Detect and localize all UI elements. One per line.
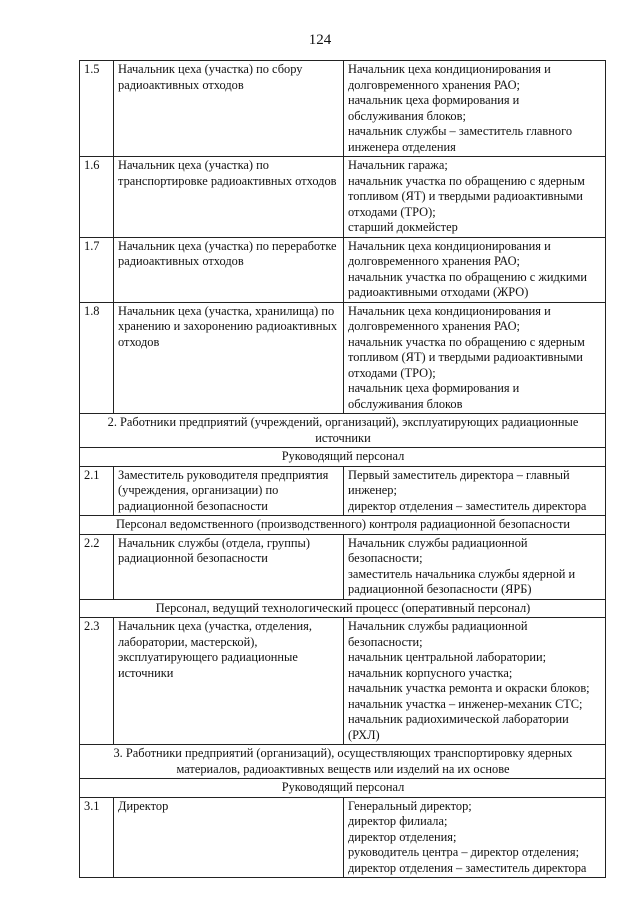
equivalent-position-line: начальник радиохимической лаборатории bbox=[348, 712, 569, 726]
row-number: 1.7 bbox=[80, 237, 114, 302]
equivalent-position-line: старший докмейстер bbox=[348, 220, 458, 234]
section-heading: 3. Работники предприятий (организаций), осуществляющих транспортировку ядерных материалов, радиоактивных веществ или изделий на их основе bbox=[80, 745, 606, 779]
section-heading: 2. Работники предприятий (учреждений, организаций), эксплуатирующих радиационные источники bbox=[80, 414, 606, 448]
table-row bbox=[80, 237, 606, 302]
positions-table bbox=[79, 60, 606, 878]
subsection-heading-row bbox=[80, 448, 606, 467]
row-number: 1.6 bbox=[80, 157, 114, 238]
equivalent-position-line: долговременного хранения РАО; bbox=[348, 319, 521, 333]
equivalent-position-line: начальник корпусного участка; bbox=[348, 665, 513, 680]
equivalent-position-line: Начальник цеха кондиционирования и bbox=[348, 62, 551, 76]
equivalent-positions bbox=[344, 618, 606, 745]
position-name: Директор bbox=[114, 797, 344, 878]
equivalent-position-line: долговременного хранения РАО; bbox=[348, 254, 521, 268]
equivalent-position-line: радиационной безопасности (ЯРБ) bbox=[348, 582, 532, 596]
equivalent-position-line: директор отделения; bbox=[348, 829, 457, 844]
table-row bbox=[80, 302, 606, 414]
position-name: Начальник службы (отдела, группы) радиационной безопасности bbox=[114, 534, 344, 599]
equivalent-position-line: Генеральный директор; bbox=[348, 798, 472, 813]
equivalent-position-line: начальник участка – инженер-механик СТС; bbox=[348, 696, 583, 711]
equivalent-position-line: начальник участка ремонта и окраски блоков; bbox=[348, 681, 590, 695]
equivalent-position-line: инженера отделения bbox=[348, 139, 456, 154]
position-name: Начальник цеха (участка, хранилища) по хранению и захоронению радиоактивных отходов bbox=[114, 302, 344, 414]
equivalent-position-line: директор отделения – заместитель директора bbox=[348, 498, 587, 513]
table-row bbox=[80, 797, 606, 878]
table-row bbox=[80, 61, 606, 157]
positions-table-body bbox=[80, 61, 606, 878]
equivalent-position-line: начальник участка по обращению с ядерным bbox=[348, 334, 585, 349]
equivalent-position-line: Начальник цеха кондиционирования и bbox=[348, 238, 551, 253]
section-heading-row bbox=[80, 745, 606, 779]
row-number: 2.3 bbox=[80, 618, 114, 745]
table-row bbox=[80, 618, 606, 745]
equivalent-position-line: безопасности; bbox=[348, 634, 423, 649]
equivalent-position-line: отходами (ТРО); bbox=[348, 204, 436, 219]
row-number: 3.1 bbox=[80, 797, 114, 878]
row-number: 2.1 bbox=[80, 466, 114, 516]
subsection-heading: Руководящий персонал bbox=[80, 779, 606, 798]
equivalent-positions bbox=[344, 237, 606, 302]
position-name: Заместитель руководителя предприятия (учреждения, организации) по радиационной безопасности bbox=[114, 466, 344, 516]
equivalent-position-line: директор отделения – заместитель директора bbox=[348, 860, 587, 875]
equivalent-positions bbox=[344, 61, 606, 157]
page-number: 124 bbox=[308, 32, 332, 48]
equivalent-positions bbox=[344, 797, 606, 878]
equivalent-position-line: начальник цеха формирования и bbox=[348, 381, 520, 395]
equivalent-position-line: Начальник службы радиационной bbox=[348, 619, 528, 633]
equivalent-position-line: (РХЛ) bbox=[348, 727, 380, 742]
table-row bbox=[80, 157, 606, 238]
equivalent-position-line: начальник службы – заместитель главного bbox=[348, 124, 573, 138]
row-number: 1.5 bbox=[80, 61, 114, 157]
section-heading-row bbox=[80, 414, 606, 448]
equivalent-position-line: Начальник службы радиационной bbox=[348, 535, 528, 550]
equivalent-positions bbox=[344, 157, 606, 238]
equivalent-positions bbox=[344, 302, 606, 414]
equivalent-positions bbox=[344, 534, 606, 599]
equivalent-positions bbox=[344, 466, 606, 516]
row-number: 2.2 bbox=[80, 534, 114, 599]
equivalent-position-line: директор филиала; bbox=[348, 814, 448, 828]
subsection-heading-row bbox=[80, 599, 606, 618]
equivalent-position-line: обслуживания блоков; bbox=[348, 108, 466, 123]
equivalent-position-line: начальник центральной лаборатории; bbox=[348, 650, 547, 664]
equivalent-position-line: топливом (ЯТ) и твердыми радиоактивными bbox=[348, 350, 583, 364]
subsection-heading-row bbox=[80, 516, 606, 535]
equivalent-position-line: руководитель центра – директор отделения; bbox=[348, 845, 580, 859]
equivalent-position-line: Начальник гаража; bbox=[348, 158, 448, 172]
equivalent-position-line: Начальник цеха кондиционирования и bbox=[348, 303, 551, 318]
position-name: Начальник цеха (участка, отделения, лаборатории, мастерской), эксплуатирующего радиационные источники bbox=[114, 618, 344, 745]
equivalent-position-line: инженер; bbox=[348, 483, 397, 497]
equivalent-position-line: заместитель начальника службы ядерной и bbox=[348, 566, 576, 581]
equivalent-position-line: начальник участка по обращению с жидкими bbox=[348, 269, 587, 284]
equivalent-position-line: топливом (ЯТ) и твердыми радиоактивными bbox=[348, 189, 583, 203]
equivalent-position-line: отходами (ТРО); bbox=[348, 365, 436, 380]
row-number: 1.8 bbox=[80, 302, 114, 414]
position-name: Начальник цеха (участка) по сбору радиоактивных отходов bbox=[114, 61, 344, 157]
equivalent-position-line: начальник участка по обращению с ядерным bbox=[348, 173, 585, 188]
position-name: Начальник цеха (участка) по переработке радиоактивных отходов bbox=[114, 237, 344, 302]
table-row bbox=[80, 466, 606, 516]
table-row bbox=[80, 534, 606, 599]
subsection-heading-row bbox=[80, 779, 606, 798]
subsection-heading: Руководящий персонал bbox=[80, 448, 606, 467]
position-name: Начальник цеха (участка) по транспортировке радиоактивных отходов bbox=[114, 157, 344, 238]
subsection-heading: Персонал, ведущий технологический процесс (оперативный персонал) bbox=[80, 599, 606, 618]
subsection-heading: Персонал ведомственного (производственного) контроля радиационной безопасности bbox=[80, 516, 606, 535]
equivalent-position-line: Первый заместитель директора – главный bbox=[348, 467, 570, 482]
equivalent-position-line: обслуживания блоков bbox=[348, 396, 463, 411]
equivalent-position-line: радиоактивными отходами (ЖРО) bbox=[348, 285, 529, 299]
equivalent-position-line: безопасности; bbox=[348, 551, 423, 565]
equivalent-position-line: долговременного хранения РАО; bbox=[348, 77, 521, 92]
equivalent-position-line: начальник цеха формирования и bbox=[348, 93, 520, 107]
